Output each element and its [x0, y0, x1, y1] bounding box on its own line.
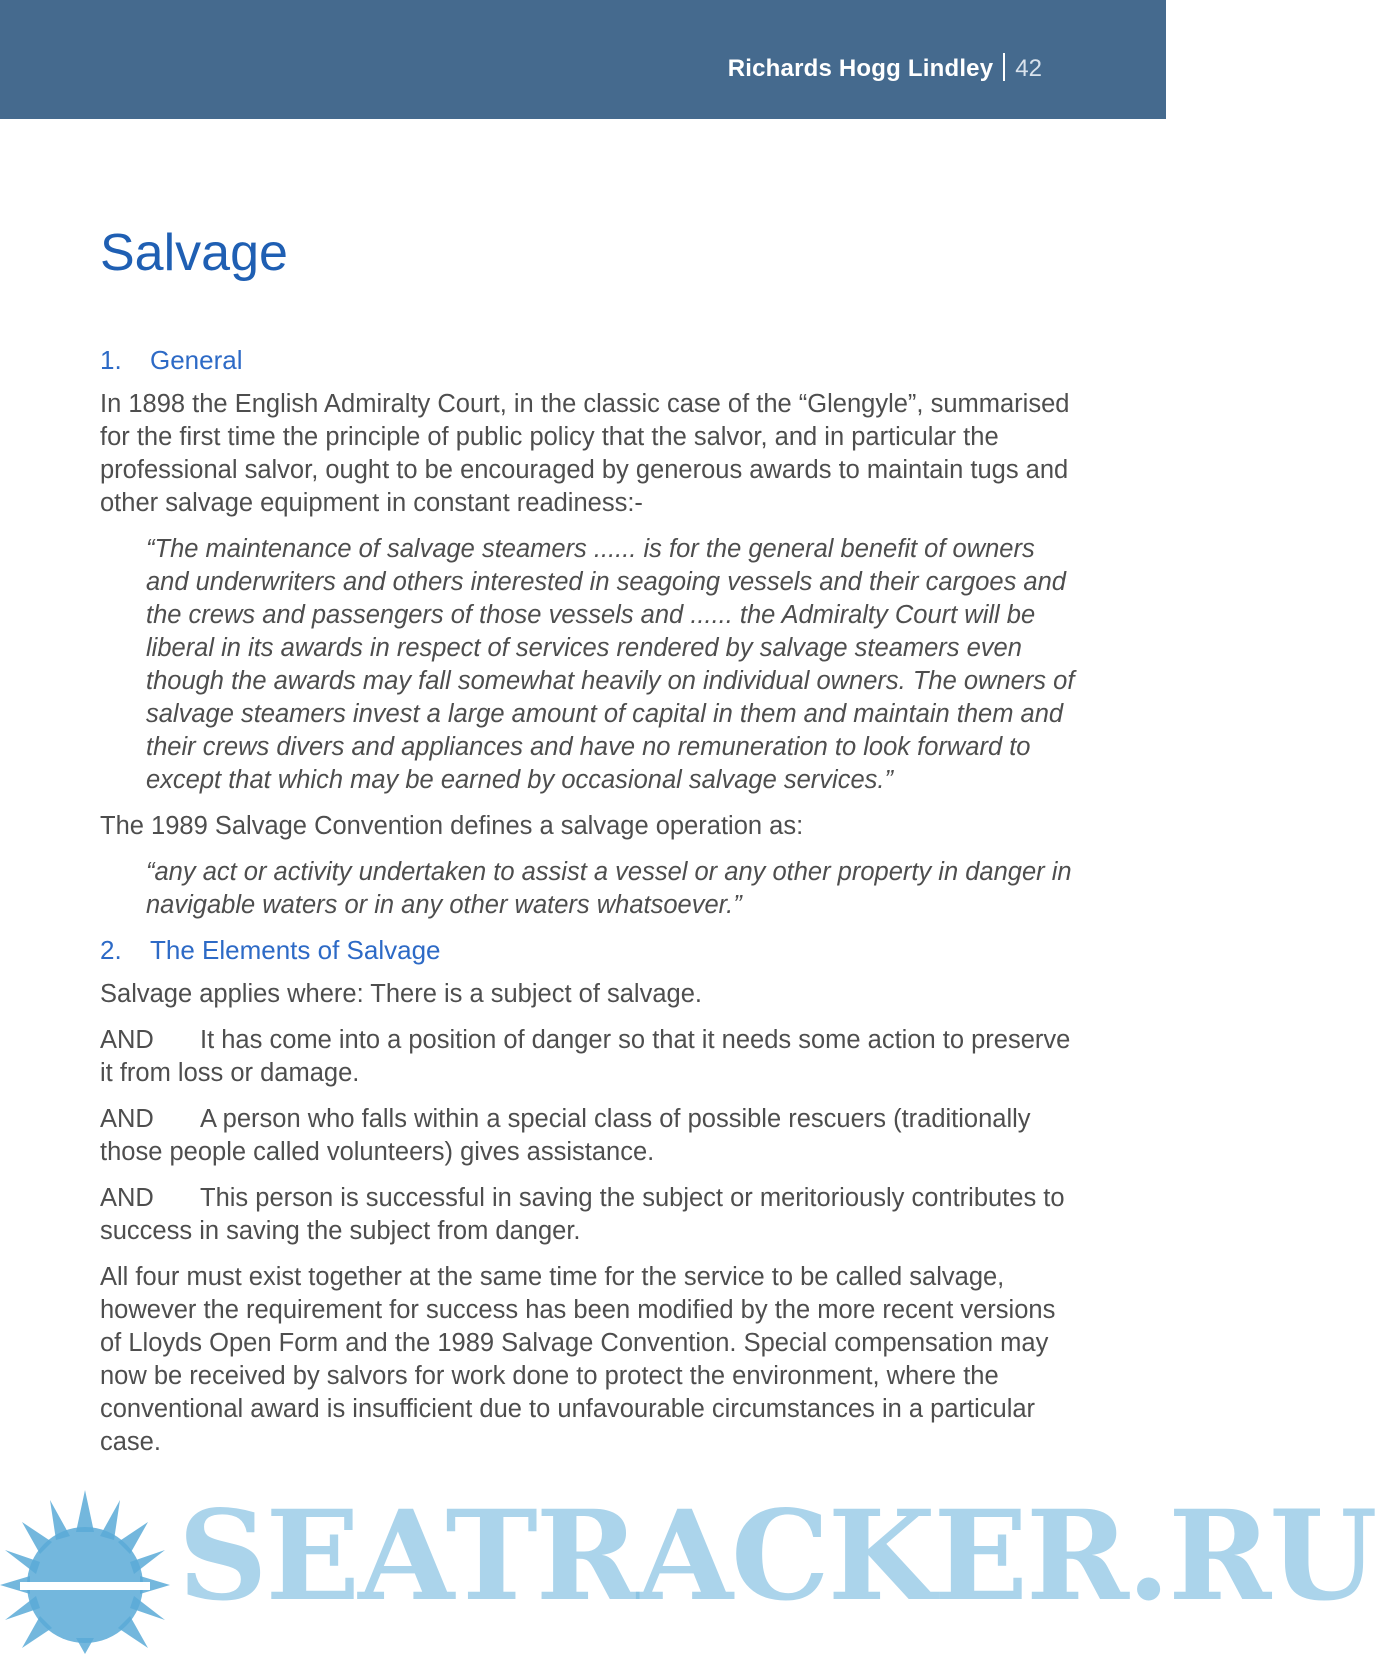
page-header — [0, 0, 1166, 119]
condition-text: This person is successful in saving the subject or meritoriously contributes to success in saving the subject from danger. — [100, 1184, 1065, 1245]
condition-text: It has come into a position of danger so that it needs some action to preserve it from loss or damage. — [100, 1026, 1071, 1087]
watermark-text: SEATRACKER.RU — [178, 1484, 1375, 1629]
condition-label: AND — [100, 1105, 154, 1133]
company-name: Richards Hogg Lindley — [727, 55, 994, 82]
quotation: “The maintenance of salvage steamers ...... is for the general benefit of owners and underwriters and others interested in seagoing vessels and their cargoes and the crews and passengers of those vessels and ...... the Admiralty Court will be liberal in its awards in respect of services rendered by salvage steamers even though the awards may fall somewhat heavily on individual owners. The owners of salvage steamers invest a large amount of capital in them and maintain them and their crews divers and appliances and have no remuneration to look forward to except that which may be earned by occasional salvage services.” — [146, 535, 1075, 794]
condition-item — [100, 1103, 1080, 1169]
paragraph: The 1989 Salvage Convention defines a salvage operation as: — [100, 812, 804, 840]
section-number: 1. — [100, 345, 122, 375]
condition-label: AND — [100, 1184, 154, 1212]
page-title: Salvage — [100, 224, 288, 282]
section-heading-general — [100, 344, 1080, 376]
paragraph: All four must exist together at the same time for the service to be called salvage, however the requirement for success has been modified by the more recent versions of Lloyds Open Form and the 1989 Salvage Convention. Special compensation may now be received by salvors for work done to protect the environment, where the conventional award is insufficient due to unfavourable circumstances in a particular case. — [100, 1263, 1056, 1456]
section-heading-elements — [100, 934, 1080, 966]
section-number: 2. — [100, 935, 122, 965]
condition-item — [100, 1182, 1080, 1248]
sun-horizon-line — [20, 1582, 150, 1590]
header-divider — [1003, 53, 1005, 81]
section-title: General — [150, 345, 243, 375]
sun-icon — [0, 1490, 170, 1654]
quotation: “any act or activity undertaken to assist a vessel or any other property in danger in navigable waters or in any other waters whatsoever.” — [146, 858, 1072, 919]
condition-item — [100, 1024, 1080, 1090]
paragraph: In 1898 the English Admiralty Court, in the classic case of the “Glengyle”, summarised for the first time the principle of public policy that the salvor, and in particular the professional salvor, ought to be encouraged by generous awards to maintain tugs and other salvage equipment in constant readiness:- — [100, 390, 1070, 517]
paragraph: Salvage applies where: There is a subject of salvage. — [100, 980, 702, 1008]
document-content — [100, 222, 1080, 1459]
condition-label: AND — [100, 1026, 154, 1054]
page-number: 42 — [1015, 55, 1042, 82]
header-text — [728, 53, 1042, 83]
section-title: The Elements of Salvage — [150, 935, 441, 965]
condition-text: A person who falls within a special class of possible rescuers (traditionally those people called volunteers) gives assistance. — [100, 1105, 1031, 1166]
